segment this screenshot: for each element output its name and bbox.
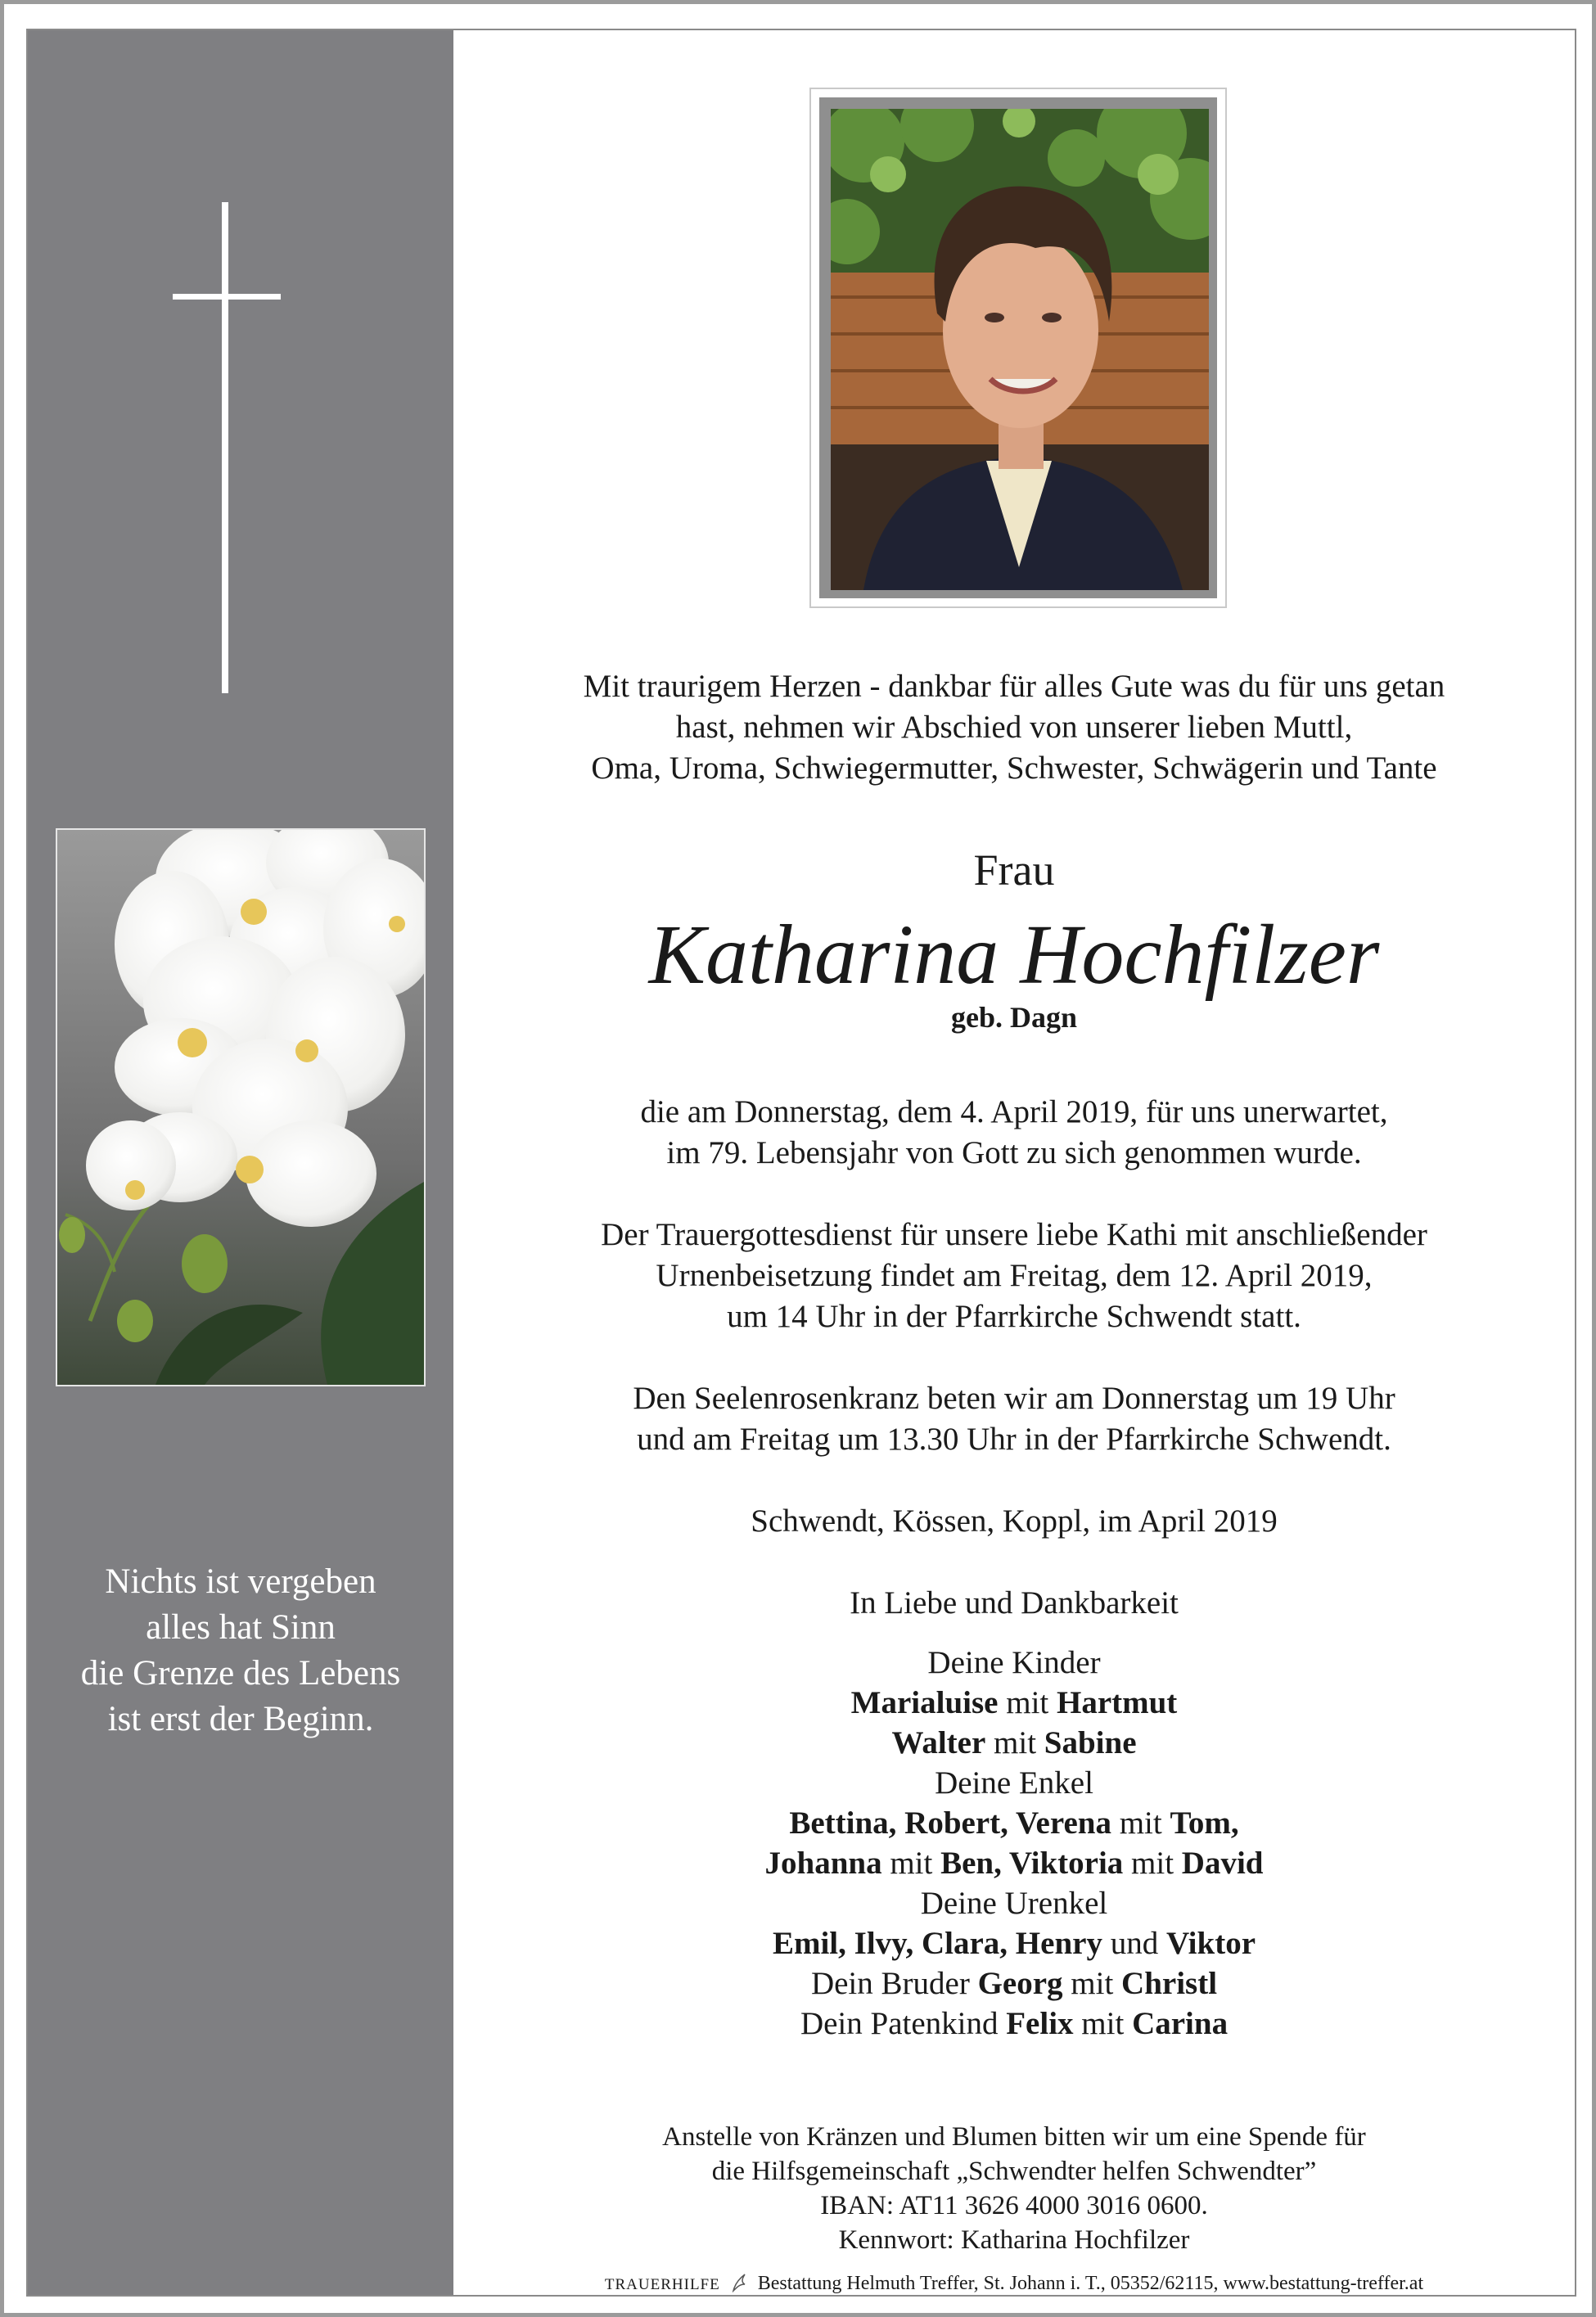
family-connector: mit (1111, 1805, 1170, 1841)
poem-line: Nichts ist vergeben (105, 1562, 376, 1601)
poem-line: die Grenze des Lebens (80, 1654, 401, 1693)
sidebar (28, 30, 453, 2295)
obituary-card (4, 4, 1592, 2313)
intro-line: Mit traurigem Herzen - dankbar für alles Gute was du für uns getan (583, 669, 1445, 704)
service-line: Urnenbeisetzung findet am Freitag, dem 12. April 2019, (656, 1258, 1373, 1293)
orchid-image (56, 828, 426, 1386)
poem-line: ist erst der Beginn. (107, 1700, 374, 1738)
family-name: Sabine (1044, 1725, 1137, 1760)
rosary-line: und am Freitag um 13.30 Uhr in der Pfarrkirche Schwendt. (637, 1422, 1391, 1457)
intro-line: Oma, Uroma, Schwiegermutter, Schwester, Schwägerin und Tante (591, 751, 1437, 786)
family-line-grand-2 (453, 1843, 1575, 1884)
family-connector: mit (1062, 1966, 1122, 2001)
footer-brand: TRAUERHILFE (604, 2276, 720, 2293)
family-connector: mit (1073, 2006, 1133, 2041)
family-name: Hartmut (1057, 1685, 1178, 1720)
family-name: Bettina, Robert, Verena (789, 1805, 1111, 1841)
footer (453, 2273, 1575, 2295)
family-name: Marialuise (850, 1685, 999, 1720)
dove-icon (730, 2273, 748, 2292)
poem (28, 1559, 453, 1742)
poem-line: alles hat Sinn (146, 1608, 336, 1647)
family-connector: und (1102, 1926, 1166, 1961)
family-line-brother (453, 1963, 1575, 2004)
family-connector: mit (998, 1685, 1057, 1720)
service-line: um 14 Uhr in der Pfarrkirche Schwendt statt. (727, 1299, 1301, 1334)
family-name: David (1181, 1846, 1264, 1881)
cross-icon-bar (173, 294, 281, 300)
cross-icon (222, 202, 228, 693)
donation-line: die Hilfsgemeinschaft „Schwendter helfen Schwendter” (711, 2157, 1317, 2186)
intro-line: hast, nehmen wir Abschied von unserer lieben Muttl, (675, 710, 1353, 745)
family-name: Christl (1121, 1966, 1218, 2001)
donation-iban: IBAN: AT11 3626 4000 3016 0600. (820, 2191, 1208, 2220)
family-name: Johanna (764, 1846, 882, 1881)
family-relation: Dein Bruder (810, 1966, 978, 2001)
family-line-children-2 (453, 1723, 1575, 1764)
family-name: Ben, Viktoria (940, 1846, 1124, 1881)
grandchildren-label: Deine Enkel (935, 1765, 1093, 1801)
maiden-name: geb. Dagn (950, 1001, 1078, 1034)
great-grandchildren-label: Deine Urenkel (920, 1886, 1108, 1921)
obituary-border (26, 29, 1576, 2297)
portrait-photo (831, 109, 1209, 590)
family-name: Viktor (1165, 1926, 1256, 1961)
family-line-children-1 (453, 1683, 1575, 1724)
salutation: Frau (973, 845, 1055, 895)
rosary-line: Den Seelenrosenkranz beten wir am Donnerstag um 19 Uhr (633, 1381, 1395, 1416)
family-name: Carina (1132, 2006, 1229, 2041)
family-name: Emil, Ilvy, Clara, Henry (772, 1926, 1102, 1961)
children-label: Deine Kinder (927, 1645, 1101, 1680)
place-date: Schwendt, Kössen, Koppl, im April 2019 (751, 1503, 1278, 1539)
family-name: Georg (977, 1966, 1063, 2001)
footer-text: Bestattung Helmuth Treffer, St. Johann i. T., 05352/62115, www.bestattung-treffer.at (757, 2273, 1424, 2294)
donation-keyword: Kennwort: Katharina Hochfilzer (838, 2225, 1190, 2255)
family-name: Felix (1006, 2006, 1074, 2041)
death-notice-line: die am Donnerstag, dem 4. April 2019, für uns unerwartet, (640, 1094, 1388, 1129)
family-name: Tom, (1170, 1805, 1239, 1841)
portrait-frame (809, 88, 1227, 608)
family-line-grand-1 (453, 1803, 1575, 1844)
family-line-great-1 (453, 1923, 1575, 1964)
family-line-godchild (453, 2004, 1575, 2044)
death-notice-line: im 79. Lebensjahr von Gott zu sich genommen wurde. (666, 1135, 1362, 1170)
donation-line: Anstelle von Kränzen und Blumen bitten wir um eine Spende für (662, 2122, 1366, 2152)
closing: In Liebe und Dankbarkeit (850, 1585, 1179, 1621)
service-line: Der Trauergottesdienst für unsere liebe Kathi mit anschließender (601, 1217, 1427, 1252)
family-connector: mit (1123, 1846, 1182, 1881)
family-connector: mit (881, 1846, 941, 1881)
family-relation: Dein Patenkind (800, 2006, 1007, 2041)
family-connector: mit (985, 1725, 1044, 1760)
family-name: Walter (891, 1725, 986, 1760)
deceased-name: Katharina Hochfilzer (648, 908, 1380, 1002)
